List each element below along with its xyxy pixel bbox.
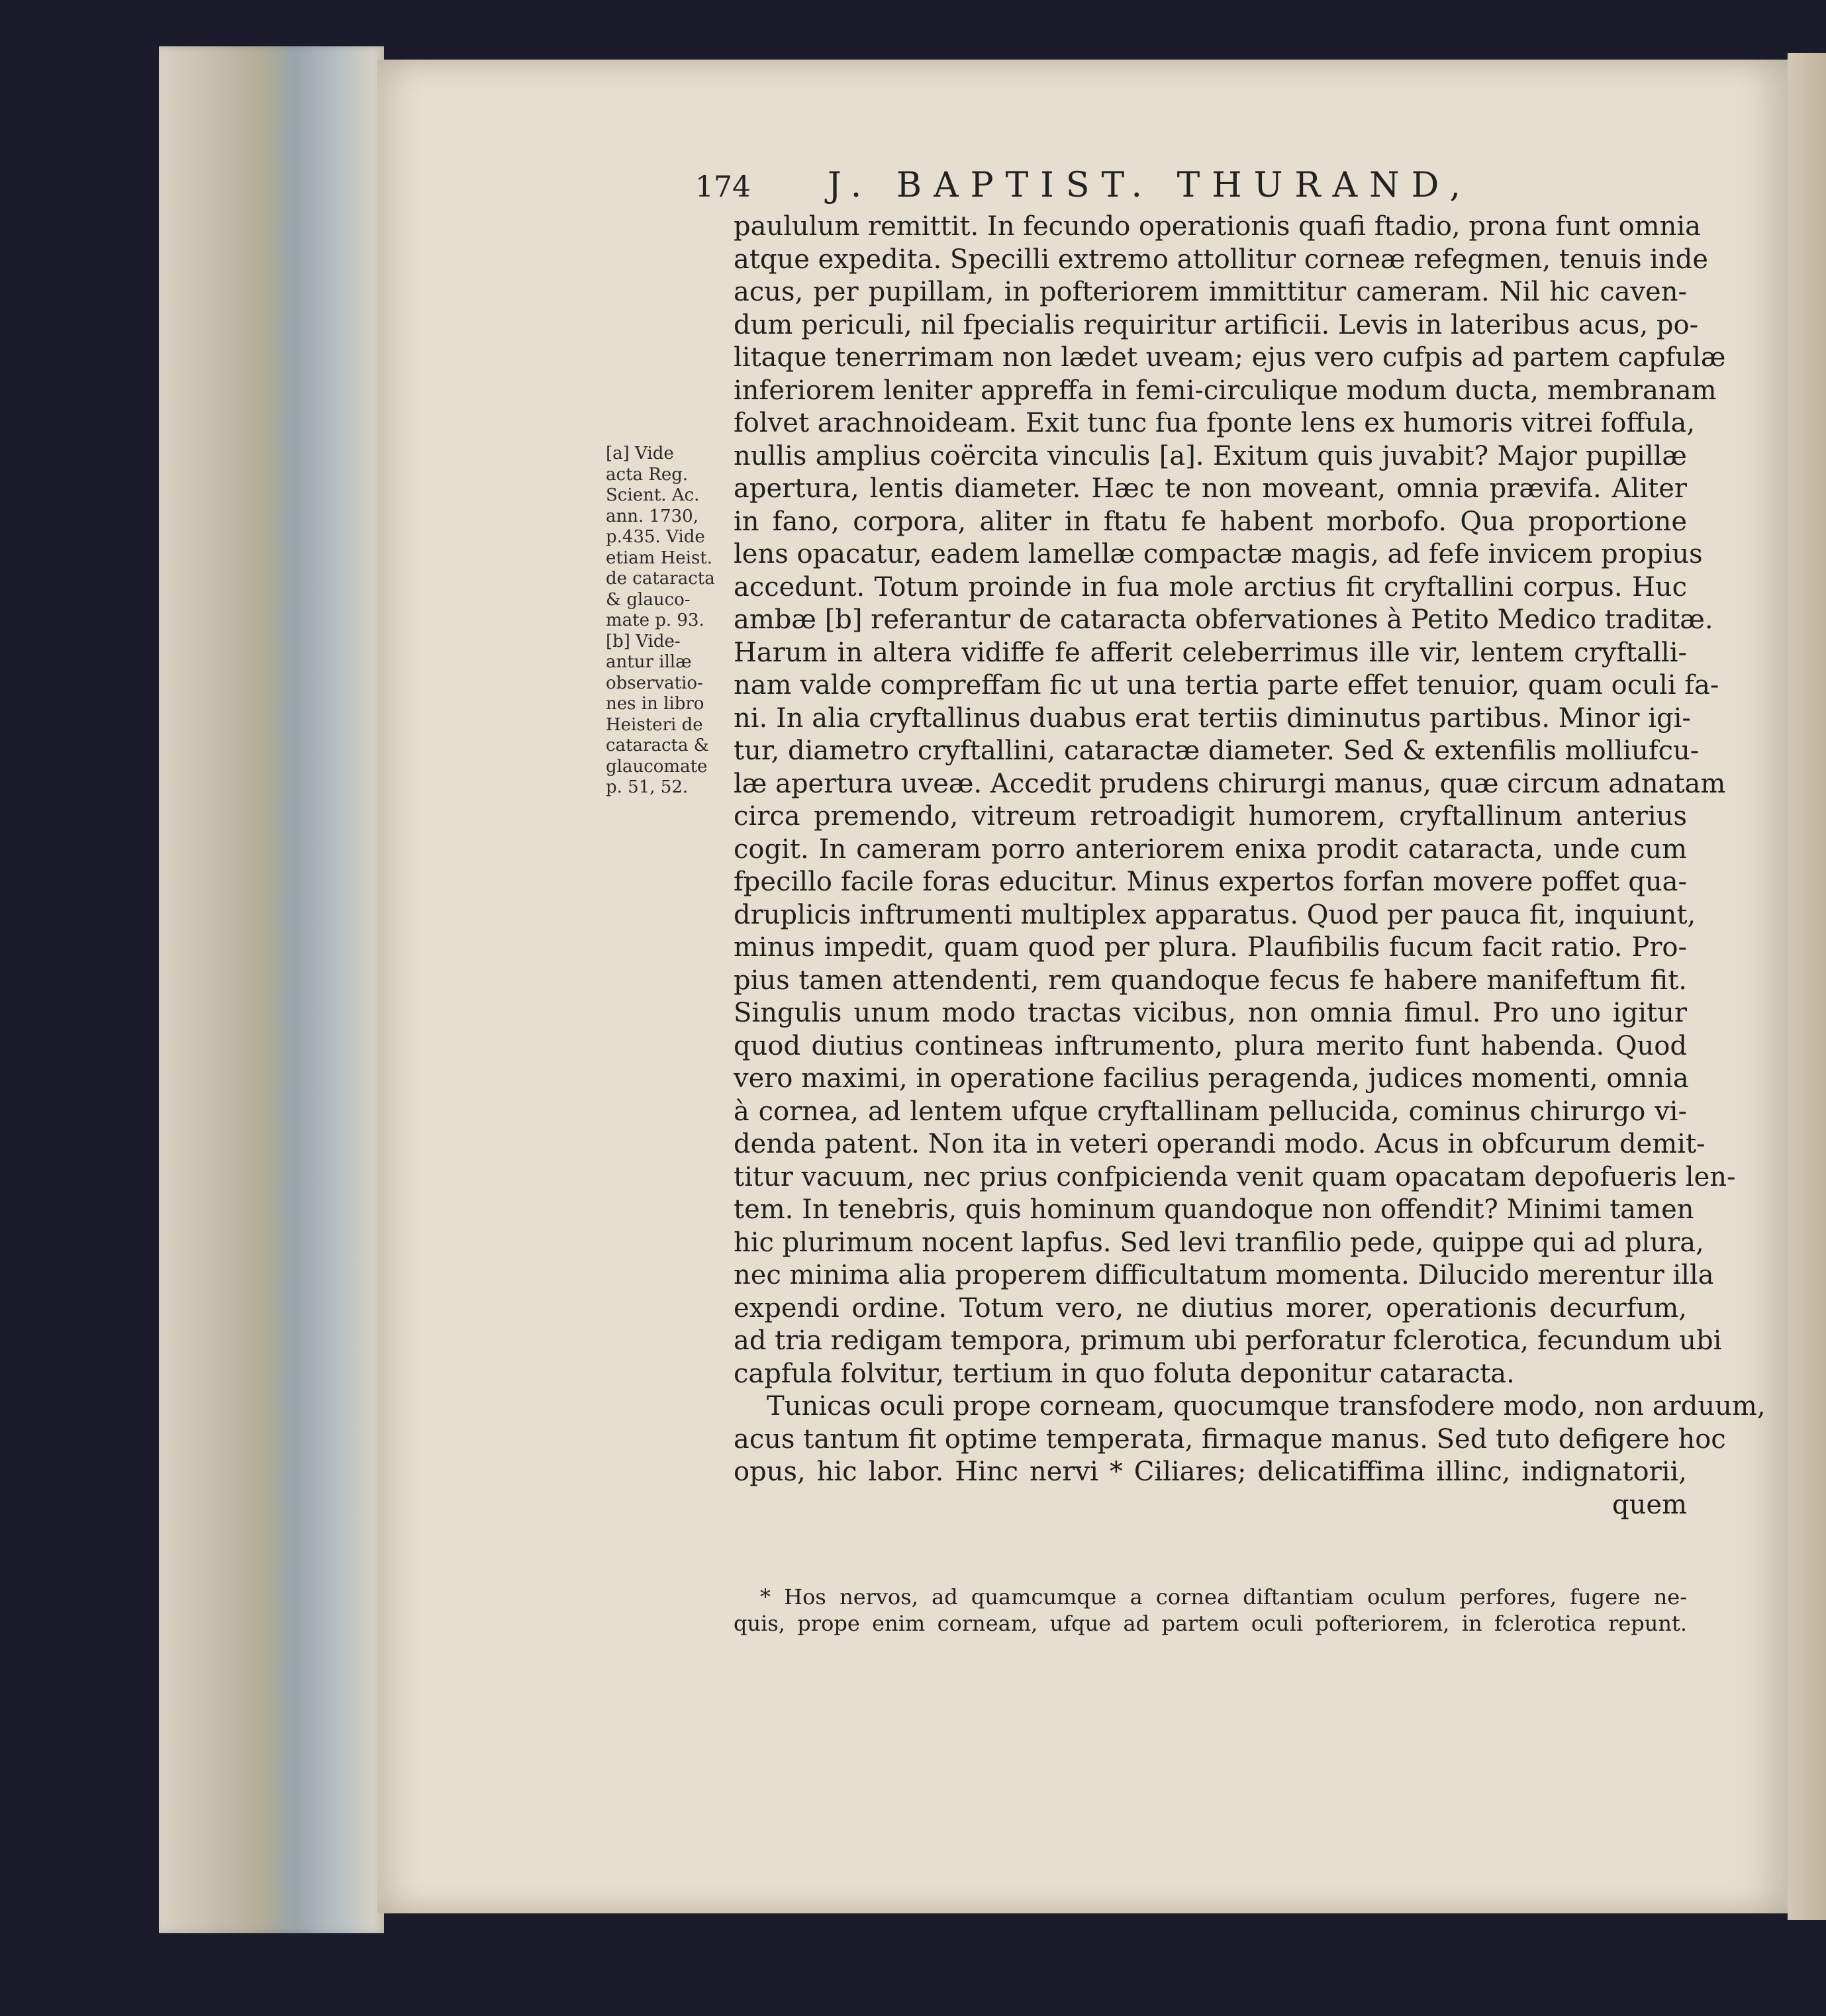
text-line: litaque tenerrimam non lædet uveam; ejus vero cufpis ad partem capfulæ	[734, 342, 1726, 373]
margin-note-line: Scient. Ac.	[606, 485, 700, 505]
main-text	[734, 211, 1766, 1521]
footnote-line: * Hos nervos, ad quamcumque a cornea diftantiam oculum perfores, fugere ne-	[760, 1584, 1687, 1609]
facing-page-edge	[1788, 53, 1826, 1920]
margin-note-line: [a] Vide	[606, 444, 674, 463]
running-head	[695, 166, 1728, 205]
text-line: pius tamen attendenti, rem quandoque fecus fe habere manifeftum fit.	[734, 965, 1687, 996]
margin-notes	[606, 444, 728, 798]
text-line: vero maximi, in operatione facilius peragenda, judices momenti, omnia	[734, 1063, 1689, 1094]
margin-note-line: mate p. 93.	[606, 610, 704, 630]
margin-note-line: observatio-	[606, 673, 703, 693]
text-line: hic plurimum nocent lapfus. Sed levi tranfilio pede, quippe qui ad plura,	[734, 1227, 1704, 1258]
text-line: paululum remittit. In fecundo operationis quafi ftadio, prona funt omnia	[734, 211, 1701, 242]
text-line: ambæ [b] referantur de cataracta obfervationes à Petito Medico traditæ.	[734, 604, 1713, 635]
page-number: 174	[695, 170, 751, 204]
margin-note-line: nes in libro	[606, 694, 704, 714]
text-line: fpecillo facile foras educitur. Minus expertos forfan movere poffet qua-	[734, 867, 1687, 897]
margin-note-line: ann. 1730,	[606, 506, 698, 526]
footnote	[734, 1584, 1687, 1637]
text-line: minus impedit, quam quod per plura. Plaufibilis fucum facit ratio. Pro-	[734, 932, 1687, 963]
margin-note-line: p. 51, 52.	[606, 777, 689, 797]
text-line: cogit. In cameram porro anteriorem enixa prodit cataracta, unde cum	[734, 834, 1687, 865]
margin-note-line: [b] Vide-	[606, 631, 681, 651]
margin-note-line: p.435. Vide	[606, 527, 705, 547]
margin-note-line: de cataracta	[606, 569, 715, 589]
text-line: opus, hic labor. Hinc nervi * Ciliares; delicatiffima illinc, indignatorii,	[734, 1457, 1687, 1487]
text-line: ad tria redigam tempora, primum ubi perforatur fclerotica, fecundum ubi	[734, 1325, 1722, 1356]
text-line: dum periculi, nil fpecialis requiritur artificii. Levis in lateribus acus, po-	[734, 309, 1699, 340]
text-line: à cornea, ad lentem ufque cryftallinam pellucida, cominus chirurgo vi-	[734, 1096, 1687, 1127]
text-line: Tunicas oculi prope corneam, quocumque transfodere modo, non arduum,	[767, 1391, 1766, 1421]
text-line: expendi ordine. Totum vero, ne diutius morer, operationis decurfum,	[734, 1292, 1687, 1323]
text-line: titur vacuum, nec prius confpicienda venit quam opacatam depofueris len-	[734, 1161, 1736, 1192]
text-line: læ apertura uveæ. Accedit prudens chirurgi manus, quæ circum adnatam	[734, 768, 1726, 799]
text-line: folvet arachnoideam. Exit tunc fua fponte lens ex humoris vitrei foffula,	[734, 408, 1696, 438]
text-line: tur, diametro cryftallini, cataractæ diameter. Sed & extenfilis molliufcu-	[734, 736, 1700, 766]
margin-note-line: Heisteri de	[606, 714, 703, 735]
text-line: acus, per pupillam, in pofteriorem immittitur cameram. Nil hic caven-	[734, 277, 1687, 307]
text-line: druplicis inftrumenti multiplex apparatus. Quod per pauca fit, inquiunt,	[734, 899, 1696, 930]
text-line: quem	[1612, 1489, 1687, 1520]
margin-note-line: glaucomate	[606, 756, 708, 777]
text-line: denda patent. Non ita in veteri operandi modo. Acus in obfcurum demit-	[734, 1129, 1706, 1159]
text-line: acus tantum fit optime temperata, firmaque manus. Sed tuto defigere hoc	[734, 1423, 1726, 1455]
text-line: nullis amplius coërcita vinculis [a]. Exitum quis juvabit? Major pupillæ	[734, 440, 1687, 471]
text-line: circa premendo, vitreum retroadigit humorem, cryftallinum anterius	[734, 801, 1687, 832]
margin-note-line: acta Reg.	[606, 464, 689, 485]
text-line: Singulis unum modo tractas vicibus, non omnia fimul. Pro uno igitur	[734, 998, 1687, 1028]
margin-note-line: & glauco-	[606, 589, 691, 610]
text-line: atque expedita. Specilli extremo attollitur corneæ refegmen, tenuis inde	[734, 244, 1709, 275]
text-line: nam valde compreffam fic ut una tertia parte effet tenuior, quam oculi fa-	[734, 670, 1719, 700]
text-line: nec minima alia properem difficultatum momenta. Dilucido merentur illa	[734, 1260, 1714, 1290]
text-line: lens opacatur, eadem lamellæ compactæ magis, ad fefe invicem propius	[734, 539, 1703, 569]
margin-note-line: antur illæ	[606, 652, 692, 672]
text-line: quod diutius contineas inftrumento, plura merito funt habenda. Quod	[734, 1030, 1687, 1061]
text-line: inferiorem leniter appreffa in femi-circulique modum ducta, membranam	[734, 375, 1717, 406]
text-line: capfula folvitur, tertium in quo foluta deponitur cataracta.	[734, 1358, 1515, 1389]
text-line: apertura, lentis diameter. Hæc te non moveant, omnia prævifa. Aliter	[734, 473, 1687, 504]
running-head-title: J. BAPTIST. THURAND,	[828, 166, 1472, 205]
margin-note-line: etiam Heist.	[606, 548, 713, 568]
text-line: in fano, corpora, aliter in ftatu fe habent morbofo. Qua proportione	[734, 506, 1687, 537]
footnote-line: quis, prope enim corneam, ufque ad partem oculi pofteriorem, in fclerotica repunt.	[734, 1611, 1687, 1636]
text-line: accedunt. Totum proinde in fua mole arctius fit cryftallini corpus. Huc	[734, 571, 1687, 602]
text-line: ni. In alia cryftallinus duabus erat tertiis diminutus partibus. Minor igi-	[734, 702, 1691, 734]
text-line: tem. In tenebris, quis hominum quandoque non offendit? Minimi tamen	[734, 1194, 1694, 1225]
book-fore-edge	[159, 46, 384, 1933]
margin-note-line: cataracta &	[606, 736, 709, 755]
text-line: Harum in altera vidiffe fe afferit celeberrimus ille vir, lentem cryftalli-	[734, 637, 1687, 668]
